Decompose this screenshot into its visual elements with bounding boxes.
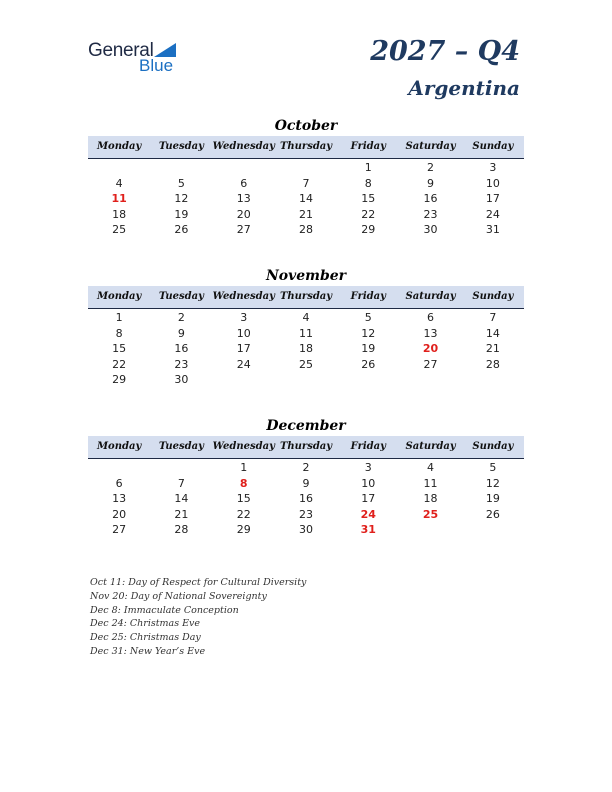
week-row (88, 326, 524, 342)
day-cell: 23 (298, 507, 313, 521)
day-cell: 9 (177, 326, 185, 340)
day-cell: 17 (236, 342, 251, 355)
day-cell: 27 (423, 357, 438, 371)
day-cell: 30 (423, 223, 438, 236)
holiday-note: Dec 24: Christmas Eve (90, 618, 201, 630)
day-cell: 26 (174, 223, 189, 236)
day-cell: 12 (361, 326, 376, 340)
day-cell: 14 (298, 192, 313, 205)
day-cell: 6 (240, 176, 248, 190)
day-cell: 8 (239, 476, 248, 490)
day-cell: 12 (485, 476, 500, 490)
day-cell: 9 (427, 176, 435, 190)
weekday-label: Friday (350, 441, 386, 452)
day-cell: 3 (240, 311, 248, 324)
page-title: 2027 – Q4 (370, 36, 520, 67)
empty-day-cell (462, 522, 524, 538)
day-cell: 16 (298, 492, 313, 505)
day-cell: 11 (298, 326, 313, 340)
weekday-label: Monday (96, 441, 142, 452)
day-cell: 15 (361, 192, 376, 205)
week-row (88, 522, 524, 538)
day-cell: 3 (364, 461, 372, 474)
empty-day-cell (462, 372, 524, 388)
day-cell: 17 (361, 492, 376, 505)
day-cell: 3 (489, 161, 497, 174)
day-cell: 17 (485, 192, 500, 205)
day-cell: 7 (489, 311, 497, 324)
week-row (88, 476, 524, 492)
day-cell: 29 (236, 523, 251, 536)
day-cell: 22 (112, 357, 127, 371)
day-cell: 2 (427, 161, 435, 174)
day-cell: 29 (361, 223, 376, 236)
day-cell: 20 (112, 507, 127, 521)
empty-day-cell (88, 460, 150, 476)
weekday-label: Thursday (279, 291, 333, 302)
weekday-label: Sunday (472, 291, 514, 302)
holiday-note: Dec 31: New Year’s Eve (90, 645, 206, 657)
day-cell: 24 (236, 357, 251, 371)
day-cell: 20 (236, 207, 251, 221)
day-cell: 31 (360, 523, 376, 536)
week-row (88, 357, 524, 373)
day-cell: 4 (427, 461, 435, 474)
day-cell: 1 (115, 311, 123, 324)
holiday-note: Nov 20: Day of National Sovereignty (90, 590, 267, 602)
weekday-header (88, 136, 524, 159)
day-cell: 29 (112, 373, 127, 386)
empty-day-cell (150, 160, 212, 176)
day-cell: 9 (302, 476, 310, 490)
week-row (88, 460, 524, 476)
day-cell: 2 (302, 461, 310, 474)
day-cell: 15 (236, 492, 251, 505)
weekday-label: Sunday (472, 441, 514, 452)
day-cell: 5 (177, 176, 185, 190)
weekday-label: Wednesday (212, 441, 275, 452)
day-cell: 25 (422, 507, 439, 521)
day-cell: 10 (361, 476, 376, 490)
weekday-label: Monday (96, 141, 142, 152)
weekday-label: Monday (96, 291, 142, 302)
day-cell: 6 (115, 476, 123, 490)
weekday-label: Wednesday (212, 141, 275, 152)
day-cell: 8 (115, 326, 123, 340)
day-cell: 16 (423, 192, 438, 205)
weekday-label: Thursday (279, 441, 333, 452)
day-cell: 6 (427, 311, 435, 324)
weekday-label: Tuesday (158, 291, 204, 302)
day-cell: 5 (364, 311, 372, 324)
day-cell: 4 (302, 311, 310, 324)
day-cell: 4 (115, 176, 123, 190)
weekday-label: Sunday (472, 141, 514, 152)
day-cell: 11 (111, 192, 127, 205)
day-cell: 16 (174, 342, 189, 355)
week-row (88, 222, 524, 238)
day-cell: 18 (423, 492, 438, 505)
day-cell: 28 (174, 523, 189, 536)
day-cell: 23 (174, 357, 189, 371)
day-cell: 1 (364, 161, 372, 174)
month-block (88, 266, 524, 388)
empty-day-cell (150, 460, 212, 476)
day-cell: 19 (485, 492, 500, 505)
country-name: Argentina (408, 76, 520, 100)
weekday-label: Tuesday (158, 141, 204, 152)
week-row (88, 160, 524, 176)
day-cell: 14 (485, 326, 500, 340)
day-cell: 21 (174, 507, 189, 521)
day-cell: 21 (485, 342, 500, 355)
day-cell: 28 (298, 223, 313, 236)
day-cell: 5 (489, 461, 497, 474)
empty-day-cell (213, 160, 275, 176)
week-row (88, 191, 524, 207)
weekday-label: Saturday (405, 441, 456, 452)
week-row (88, 372, 524, 388)
day-cell: 7 (177, 476, 185, 490)
day-cell: 10 (485, 176, 500, 190)
weekday-label: Saturday (405, 291, 456, 302)
day-cell: 22 (236, 507, 251, 521)
empty-day-cell (337, 372, 399, 388)
day-cell: 25 (298, 357, 313, 371)
week-row (88, 310, 524, 326)
day-cell: 31 (485, 223, 500, 236)
weekday-label: Friday (350, 291, 386, 302)
day-cell: 13 (112, 492, 127, 505)
empty-day-cell (213, 372, 275, 388)
day-cell: 13 (423, 326, 438, 340)
month-block (88, 116, 524, 238)
day-cell: 1 (240, 461, 248, 474)
day-cell: 25 (112, 223, 127, 236)
holiday-note: Dec 25: Christmas Day (90, 632, 201, 644)
week-row (88, 507, 524, 523)
day-cell: 19 (174, 207, 189, 221)
generalblue-logo (88, 40, 188, 76)
empty-day-cell (275, 160, 337, 176)
weekday-header (88, 286, 524, 309)
week-row (88, 491, 524, 507)
holiday-note: Oct 11: Day of Respect for Cultural Diversity (90, 577, 307, 588)
weekday-label: Saturday (405, 141, 456, 152)
day-cell: 2 (177, 311, 185, 324)
week-row (88, 176, 524, 192)
weekday-label: Wednesday (212, 291, 275, 302)
holiday-note: Dec 8: Immaculate Conception (90, 604, 239, 616)
day-cell: 21 (298, 207, 313, 221)
week-row (88, 341, 524, 357)
logo-triangle-icon (154, 43, 176, 57)
day-cell: 7 (302, 176, 310, 190)
logo-general-text: General (88, 40, 154, 61)
day-cell: 12 (174, 192, 189, 205)
day-cell: 30 (298, 523, 313, 536)
month-name: October (274, 118, 338, 134)
empty-day-cell (399, 372, 461, 388)
day-cell: 18 (112, 207, 127, 221)
empty-day-cell (399, 522, 461, 538)
day-cell: 8 (364, 176, 372, 190)
logo-blue-text: Blue (139, 56, 174, 75)
day-cell: 15 (112, 342, 127, 355)
day-cell: 28 (485, 357, 500, 371)
day-cell: 22 (361, 207, 376, 221)
weekday-label: Thursday (279, 141, 333, 152)
day-cell: 10 (236, 326, 251, 340)
holiday-notes (90, 576, 306, 659)
month-name: December (266, 418, 346, 434)
week-row (88, 207, 524, 223)
day-cell: 23 (423, 207, 438, 221)
month-name: November (265, 268, 347, 284)
day-cell: 18 (298, 342, 313, 355)
day-cell: 26 (485, 507, 500, 521)
day-cell: 19 (361, 342, 376, 355)
day-cell: 24 (485, 207, 500, 221)
month-block (88, 416, 524, 538)
day-cell: 26 (361, 357, 376, 371)
day-cell: 14 (174, 492, 189, 505)
empty-day-cell (88, 160, 150, 176)
weekday-label: Friday (350, 141, 386, 152)
day-cell: 11 (423, 476, 438, 490)
day-cell: 24 (360, 507, 376, 521)
day-cell: 20 (422, 342, 439, 355)
weekday-header (88, 436, 524, 459)
day-cell: 30 (174, 373, 189, 386)
day-cell: 27 (236, 223, 251, 236)
day-cell: 27 (112, 523, 127, 536)
weekday-label: Tuesday (158, 441, 204, 452)
day-cell: 13 (236, 192, 251, 205)
empty-day-cell (275, 372, 337, 388)
